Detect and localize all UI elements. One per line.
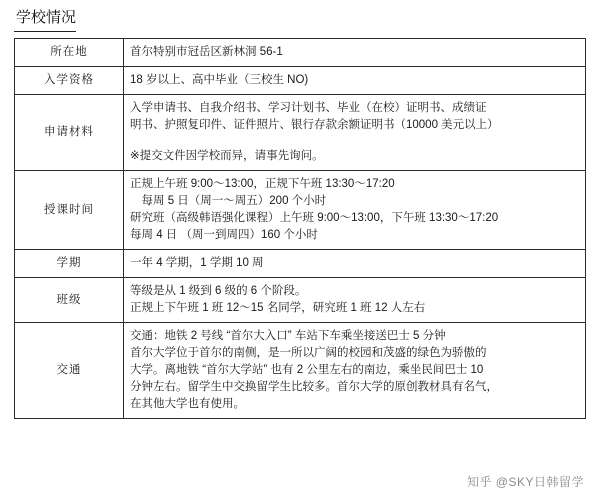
row-value	[124, 39, 586, 67]
row-value	[124, 323, 586, 419]
table-row	[15, 67, 586, 95]
value-spacer	[130, 134, 579, 148]
page-title: 学校情况	[14, 6, 76, 32]
table-row	[15, 39, 586, 67]
school-info-table	[14, 38, 586, 419]
value-line: ※提交文件因学校而异，请事先询问。	[130, 150, 324, 162]
value-line: 首尔大学位于首尔的南侧，是一所以广阔的校园和茂盛的绿色为骄傲的	[130, 347, 487, 359]
watermark-text: 知乎 @SKY日韩留学	[466, 475, 584, 489]
value-line: 大学。离地铁 “首尔大学站” 也有 2 公里左右的南边，乘坐民间巴士 10	[130, 364, 484, 376]
row-label: 所在地	[15, 39, 124, 67]
value-line: 研究班（高级韩语强化课程）上午班 9:00～13:00，下午班 13:30～17:20	[130, 212, 499, 224]
value-line: 18 岁以上、高中毕业（三校生 NO)	[130, 74, 309, 86]
table-row	[15, 278, 586, 323]
row-label: 入学资格	[15, 67, 124, 95]
value-line: 首尔特别市冠岳区新林洞 56-1	[130, 46, 283, 58]
table-row	[15, 323, 586, 419]
value-line: 每周 4 日 （周一到周四）160 个小时	[130, 229, 318, 241]
value-line: 等级是从 1 级到 6 级的 6 个阶段。	[130, 285, 307, 297]
value-line: 正规上午班 9:00～13:00，正规下午班 13:30～17:20	[130, 178, 395, 190]
row-label: 申请材料	[15, 95, 124, 171]
row-value	[124, 250, 586, 278]
value-line: 入学申请书、自我介绍书、学习计划书、毕业（在校）证明书、成绩证	[130, 102, 487, 114]
value-line: 明书、护照复印件、证件照片、银行存款余额证明书（10000 美元以上）	[130, 119, 499, 131]
row-label: 交通	[15, 323, 124, 419]
row-value	[124, 171, 586, 250]
table-row	[15, 250, 586, 278]
row-value	[124, 278, 586, 323]
watermark	[467, 473, 584, 490]
row-label: 学期	[15, 250, 124, 278]
table-row	[15, 171, 586, 250]
value-line: 在其他大学也有使用。	[130, 398, 245, 410]
row-label: 班级	[15, 278, 124, 323]
value-line: 每周 5 日（周一～周五）200 个小时	[130, 195, 327, 207]
row-value	[124, 95, 586, 171]
value-line: 一年 4 学期，1 学期 10 周	[130, 257, 264, 269]
value-line: 正规上下午班 1 班 12～15 名同学，研究班 1 班 12 人左右	[130, 302, 426, 314]
value-line: 交通：地铁 2 号线 “首尔大入口” 车站下车乘坐接送巴士 5 分钟	[130, 330, 446, 342]
value-line: 分钟左右。留学生中交换留学生比较多。首尔大学的原创教材具有名气，	[130, 381, 498, 393]
row-value	[124, 67, 586, 95]
row-label: 授课时间	[15, 171, 124, 250]
table-row	[15, 95, 586, 171]
